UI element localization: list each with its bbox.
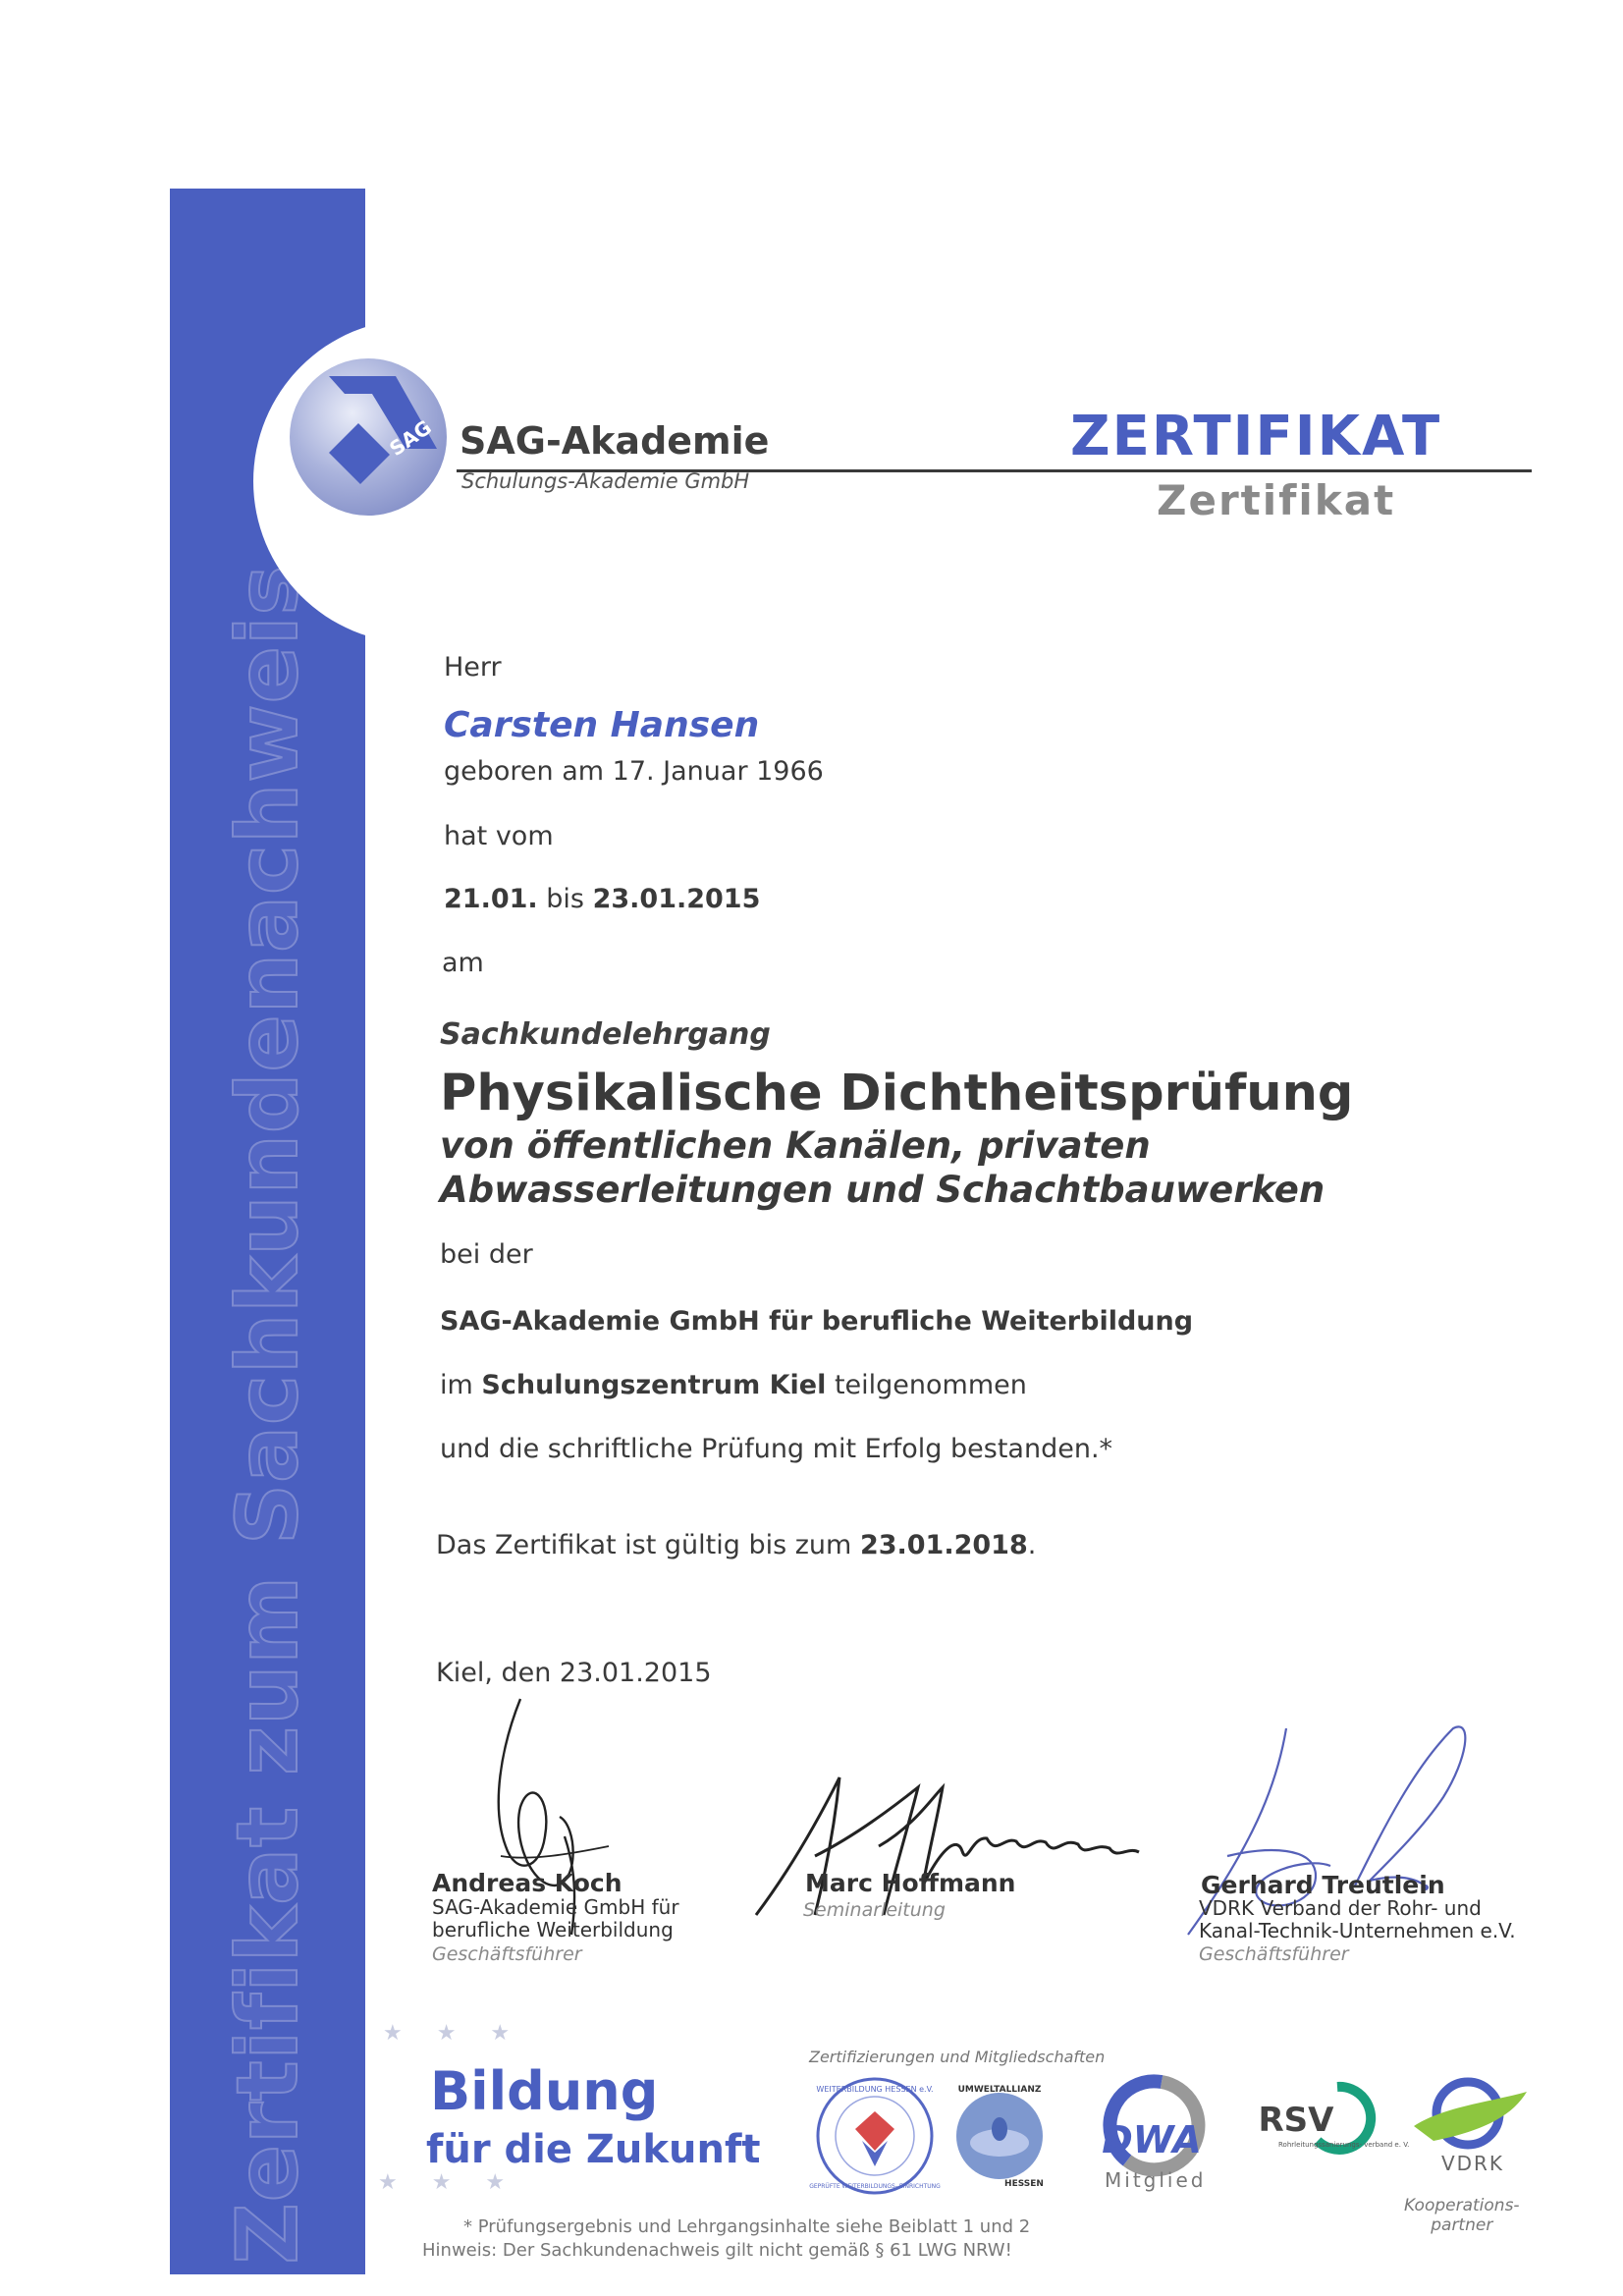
course-title: Physikalische Dichtheitsprüfung xyxy=(440,1065,1354,1122)
footnote-results: * Prüfungsergebnis und Lehrgangsinhalte siehe Beiblatt 1 und 2 xyxy=(463,2216,1031,2237)
org-name: SAG-Akademie xyxy=(460,419,770,463)
certifications-caption: Zertifizierungen und Mitgliedschaften xyxy=(809,2048,1106,2066)
signatory-1-role-line-2: berufliche Weiterbildung xyxy=(432,1918,674,1941)
course-dates xyxy=(444,884,760,914)
start-date: 21.01. xyxy=(444,884,538,914)
salutation: Herr xyxy=(444,652,502,683)
validity-date: 23.01.2018 xyxy=(859,1530,1028,1560)
validity-suffix: . xyxy=(1027,1530,1037,1560)
exam-line: und die schriftliche Prüfung mit Erfolg bestanden.* xyxy=(440,1434,1113,1464)
dwa-logo-text: DWA xyxy=(1102,2118,1202,2161)
ua-logo-text-top: UMWELTALLIANZ xyxy=(957,2085,1042,2095)
signatory-3-title: Geschäftsführer xyxy=(1199,1943,1349,1965)
rsv-logo-caption: Rohrleitungssanierungs- verband e. V. xyxy=(1278,2141,1410,2149)
end-date: 23.01.2015 xyxy=(592,884,761,914)
vdrk-logo-icon xyxy=(1404,2072,1532,2180)
vdrk-caption-line-2: partner xyxy=(1431,2215,1493,2235)
course-subtitle-2: Abwasserleitungen und Schachtbauwerken xyxy=(440,1169,1325,1211)
training-center-line xyxy=(440,1370,1027,1400)
weiterbildung-hessen-logo-icon xyxy=(811,2072,939,2200)
side-banner-text: Zertifikat zum Sachkundenachweis xyxy=(218,564,317,2265)
side-banner-text-area xyxy=(170,564,365,2265)
signatory-2-name: Marc Hoffmann xyxy=(805,1869,1016,1897)
center-prefix: im xyxy=(440,1370,473,1400)
certificate-title: ZERTIFIKAT xyxy=(1070,405,1442,468)
dwa-member-caption: Mitglied xyxy=(1105,2168,1207,2192)
signatory-1-name: Andreas Koch xyxy=(432,1869,622,1897)
validity-line xyxy=(436,1530,1036,1560)
course-subtitle-1: von öffentlichen Kanälen, privaten xyxy=(440,1124,1151,1167)
center-name: Schulungszentrum Kiel xyxy=(481,1370,827,1400)
validity-prefix: Das Zertifikat ist gültig bis zum xyxy=(436,1530,852,1560)
signatory-2-title: Seminarleitung xyxy=(803,1899,946,1921)
wb-logo-text-bottom: GEPRÜFTE WEITERBILDUNGS- EINRICHTUNG xyxy=(809,2183,941,2190)
center-suffix: teilgenommen xyxy=(834,1370,1027,1400)
at-label: bei der xyxy=(440,1239,533,1270)
stars-top-icon: ★ ★ ★ xyxy=(383,2021,524,2046)
signatory-1-title: Geschäftsführer xyxy=(432,1943,582,1965)
signatory-1-role-line-1: SAG-Akademie GmbH für xyxy=(432,1895,679,1919)
logo-letters: SAG xyxy=(385,414,436,462)
sag-logo-emblem-icon xyxy=(290,358,447,516)
signatory-3-name: Gerhard Treutlein xyxy=(1201,1871,1445,1899)
slogan-line-1: Bildung xyxy=(430,2060,659,2122)
certificate-subtitle: Zertifikat xyxy=(1157,476,1396,524)
signatory-3-role-line-2: Kanal-Technik-Unternehmen e.V. xyxy=(1199,1919,1516,1942)
on-label: am xyxy=(442,948,484,978)
wb-logo-text-top: WEITERBILDUNG HESSEN e.V. xyxy=(816,2085,934,2094)
footnote-hint: Hinweis: Der Sachkundenachweis gilt nicht gemäß § 61 LWG NRW! xyxy=(422,2240,1012,2261)
vdrk-logo-text: VDRK xyxy=(1440,2152,1505,2175)
stars-bottom-icon: ★ ★ ★ xyxy=(378,2170,519,2195)
birth-line: geboren am 17. Januar 1966 xyxy=(444,756,824,787)
umweltallianz-logo-icon xyxy=(946,2082,1054,2190)
provider-org: SAG-Akademie GmbH für berufliche Weiterbildung xyxy=(440,1306,1194,1337)
to-word: bis xyxy=(546,884,584,914)
course-type: Sachkundelehrgang xyxy=(440,1017,771,1052)
vdrk-caption-line-1: Kooperations- xyxy=(1404,2196,1520,2215)
signatory-3-role xyxy=(1199,1897,1516,1942)
recipient-name: Carsten Hansen xyxy=(444,705,760,745)
slogan-line-2: für die Zukunft xyxy=(426,2127,761,2172)
org-subtitle: Schulungs-Akademie GmbH xyxy=(461,469,750,493)
sag-logo xyxy=(290,358,447,516)
from-label: hat vom xyxy=(444,821,554,851)
place-date: Kiel, den 23.01.2015 xyxy=(436,1658,712,1688)
vdrk-cooperation-caption xyxy=(1404,2196,1520,2235)
rsv-logo-text: RSV xyxy=(1258,2101,1334,2140)
rsv-logo-icon xyxy=(1239,2072,1410,2180)
signatory-3-role-line-1: VDRK Verband der Rohr- und xyxy=(1199,1896,1482,1920)
ua-logo-text-bottom: HESSEN xyxy=(1004,2179,1044,2189)
signatory-1-role xyxy=(432,1896,679,1941)
